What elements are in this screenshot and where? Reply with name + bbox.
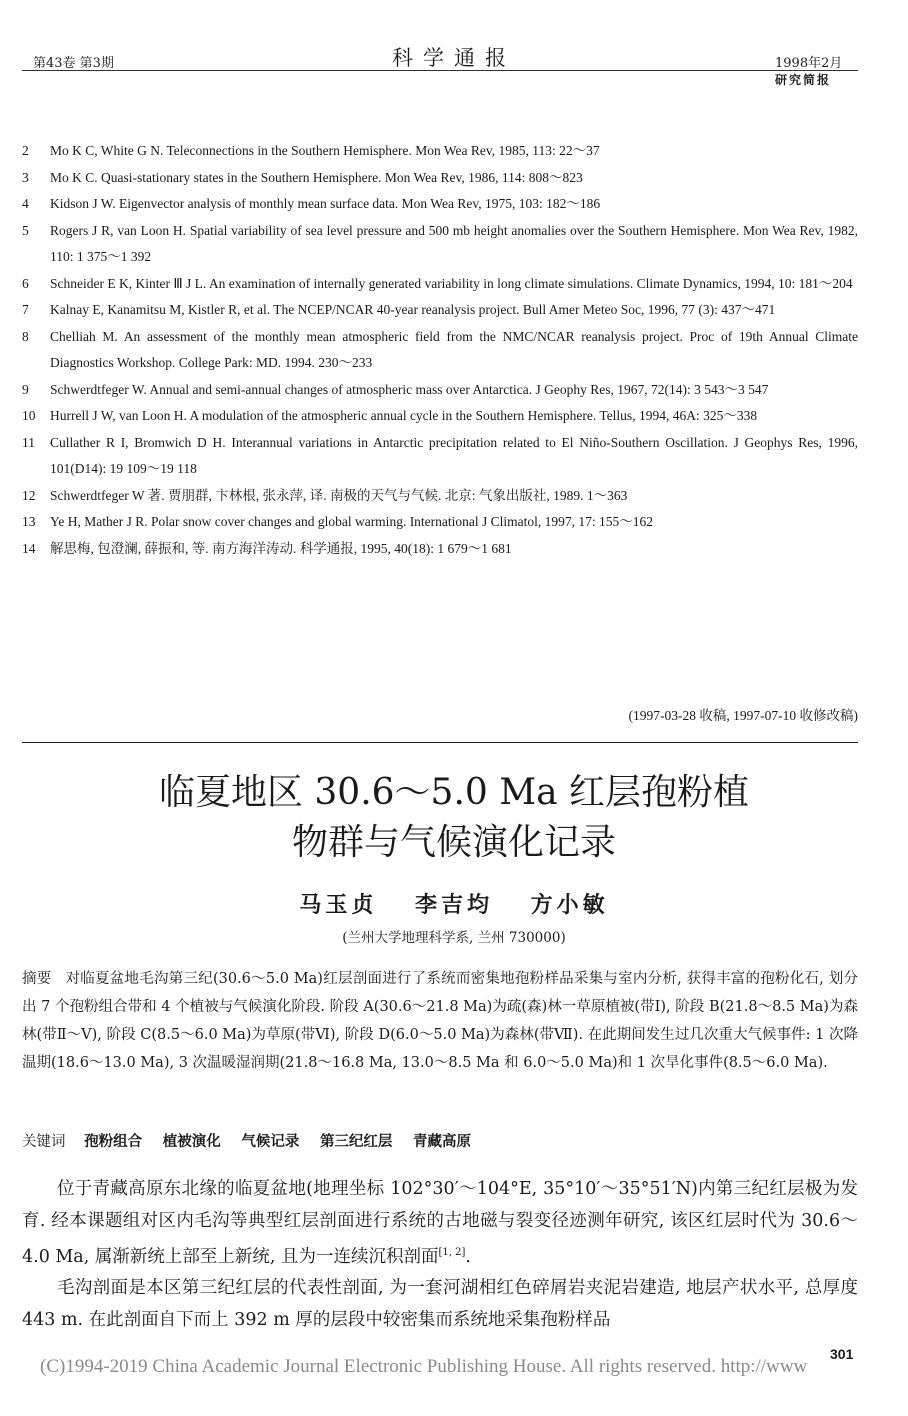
reference-number: 4 bbox=[22, 196, 29, 211]
reference-list bbox=[22, 138, 858, 562]
reference-item bbox=[22, 536, 858, 563]
reference-item bbox=[22, 218, 858, 271]
volume-issue: 第43卷 第3期 bbox=[33, 56, 114, 71]
keyword: 青藏高原 bbox=[413, 1133, 472, 1150]
page-number: 301 bbox=[830, 1346, 854, 1362]
reference-item bbox=[22, 509, 858, 536]
reference-text: Cullather R I, Bromwich D H. Interannual variations in Antarctic precipitation related to El Niño-Southern Oscillation. J Geophys Res, 1996, 101(D14): 19 109～19 118 bbox=[50, 434, 858, 476]
reference-item bbox=[22, 138, 858, 165]
reference-item bbox=[22, 403, 858, 430]
authors: 马玉贞 李吉均 方小敏 bbox=[299, 892, 609, 918]
reference-item bbox=[22, 297, 858, 324]
body-paragraph bbox=[22, 1174, 858, 1273]
paragraph-end: . bbox=[465, 1246, 471, 1267]
keyword: 孢粉组合 bbox=[84, 1133, 143, 1150]
reference-text: Rogers J R, van Loon H. Spatial variability of sea level pressure and 500 mb height anomalies over the Southern Hemisphere. Mon Wea Rev, 1982, 110: 1 375～1 392 bbox=[50, 222, 858, 264]
reference-item bbox=[22, 165, 858, 192]
body-paragraph bbox=[22, 1273, 858, 1336]
paragraph-text: 位于青藏高原东北缘的临夏盆地(地理坐标 102°30′～104°E, 35°10′～35°51′N)内第三纪红层极为发育. 经本课题组对区内毛沟等典型红层剖面进行系统的古地磁与裂变径迹测年研究, 该区红层时代为 30.6～4.0 Ma, 属渐新统上部至上新统, 且为一连续沉积剖面 bbox=[22, 1179, 858, 1267]
reference-text: 解思梅, 包澄澜, 薛振和, 等. 南方海洋涛动. 科学通报, 1995, 40(18): 1 679～1 681 bbox=[50, 540, 512, 556]
reference-text: Chelliah M. An assessment of the monthly mean atmospheric field from the NMC/NCAR reanalysis project. Proc of 19th Annual Climate Diagnostics Workshop. College Park: MD. 1994. 230～233 bbox=[50, 328, 858, 370]
reference-item bbox=[22, 430, 858, 483]
received-dates: (1997-03-28 收稿, 1997-07-10 收修改稿) bbox=[628, 708, 858, 723]
keyword: 第三纪红层 bbox=[319, 1133, 393, 1150]
reference-number: 11 bbox=[22, 434, 35, 450]
keyword: 植被演化 bbox=[162, 1133, 221, 1150]
title-line-1: 临夏地区 30.6～5.0 Ma 红层孢粉植 bbox=[158, 772, 750, 813]
reference-text: Mo K C, White G N. Teleconnections in the Southern Hemisphere. Mon Wea Rev, 1985, 113: 22～37 bbox=[50, 143, 600, 158]
reference-text: Schwerdtfeger W. Annual and semi-annual changes of atmospheric mass over Antarctica. J Geophy Res, 1967, 72(14): 3 543～3 547 bbox=[50, 381, 769, 397]
keywords-label: 关键词 bbox=[22, 1134, 66, 1150]
reference-number: 8 bbox=[22, 328, 29, 344]
title-line-2: 物群与气候演化记录 bbox=[291, 822, 616, 863]
article-title bbox=[0, 768, 908, 868]
reference-number: 9 bbox=[22, 381, 29, 397]
reference-item bbox=[22, 191, 858, 218]
reference-number: 13 bbox=[22, 514, 36, 529]
reference-number: 5 bbox=[22, 222, 29, 238]
reference-text: Kidson J W. Eigenvector analysis of monthly mean surface data. Mon Wea Rev, 1975, 103: 182～186 bbox=[50, 196, 601, 211]
abstract-text: 对临夏盆地毛沟第三纪(30.6～5.0 Ma)红层剖面进行了系统而密集地孢粉样品采集与室内分析, 获得丰富的孢粉化石, 划分出 7 个孢粉组合带和 4 个植被与气候演化阶段. 阶段 A(30.6～21.8 Ma)为疏(森)林一草原植被(带Ⅰ), 阶段 B(21.8～8.5 Ma)为森林(带Ⅱ～Ⅴ), 阶段 C(8.5～6.0 Ma)为草原(带Ⅵ), 阶段 D(6.0～5.0 Ma)为森林(带Ⅶ). 在此期间发生过几次重大气候事件: 1 次降温期(18.6～13.0 Ma), 3 次温暖湿润期(21.8～16.8 Ma, 13.0～8.5 Ma 和 6.0～5.0 Ma)和 1 次旱化事件(8.5～6.0 Ma). bbox=[22, 971, 858, 1071]
journal-name: 科学通报 bbox=[392, 46, 516, 70]
affiliation: (兰州大学地理科学系, 兰州 730000) bbox=[342, 930, 566, 946]
reference-item bbox=[22, 271, 858, 298]
article-separator bbox=[22, 742, 858, 743]
abstract-label: 摘要 bbox=[22, 971, 52, 987]
reference-text: Hurrell J W, van Loon H. A modulation of the atmospheric annual cycle in the Southern Hemisphere. Tellus, 1994, 46A: 325～338 bbox=[50, 408, 758, 423]
reference-number: 3 bbox=[22, 169, 29, 185]
reference-text: Schwerdtfeger W 著. 贾朋群, 卞林根, 张永萍, 译. 南极的天气与气候. 北京: 气象出版社, 1989. 1～363 bbox=[50, 487, 628, 503]
reference-number: 7 bbox=[22, 302, 29, 317]
reference-number: 12 bbox=[22, 487, 36, 503]
section-label: 研究简报 bbox=[775, 73, 832, 87]
reference-item bbox=[22, 483, 858, 510]
publication-date: 1998年2月 bbox=[775, 56, 843, 71]
reference-text: Kalnay E, Kanamitsu M, Kistler R, et al. The NCEP/NCAR 40-year reanalysis project. Bull Amer Meteo Soc, 1996, 77 (3): 437～471 bbox=[50, 302, 776, 317]
reference-text: Ye H, Mather J R. Polar snow cover changes and global warming. International J Climatol, 1997, 17: 155～162 bbox=[50, 514, 654, 529]
keywords bbox=[22, 1130, 858, 1151]
copyright-watermark: (C)1994-2019 China Academic Journal Electronic Publishing House. All rights reserved. http://www bbox=[40, 1356, 808, 1377]
reference-item bbox=[22, 324, 858, 377]
reference-number: 14 bbox=[22, 540, 36, 556]
keyword: 气候记录 bbox=[241, 1133, 300, 1150]
reference-number: 6 bbox=[22, 275, 29, 291]
header-rule bbox=[22, 70, 858, 71]
abstract bbox=[22, 965, 858, 1077]
reference-text: Mo K C. Quasi-stationary states in the Southern Hemisphere. Mon Wea Rev, 1986, 114: 808～823 bbox=[50, 169, 583, 185]
reference-number: 10 bbox=[22, 408, 36, 423]
article-body bbox=[22, 1174, 858, 1336]
reference-item bbox=[22, 377, 858, 404]
citation: [1, 2] bbox=[438, 1247, 466, 1258]
paragraph-text: 毛沟剖面是本区第三纪红层的代表性剖面, 为一套河湖相红色碎屑岩夹泥岩建造, 地层产状水平, 总厚度 443 m. 在此剖面自下而上 392 m 厚的层段中较密集而系统地采集孢粉样品 bbox=[22, 1278, 858, 1330]
reference-number: 2 bbox=[22, 143, 29, 158]
reference-text: Schneider E K, Kinter Ⅲ J L. An examination of internally generated variability in long climate simulations. Climate Dynamics, 1994, 10: 181～204 bbox=[50, 275, 853, 291]
